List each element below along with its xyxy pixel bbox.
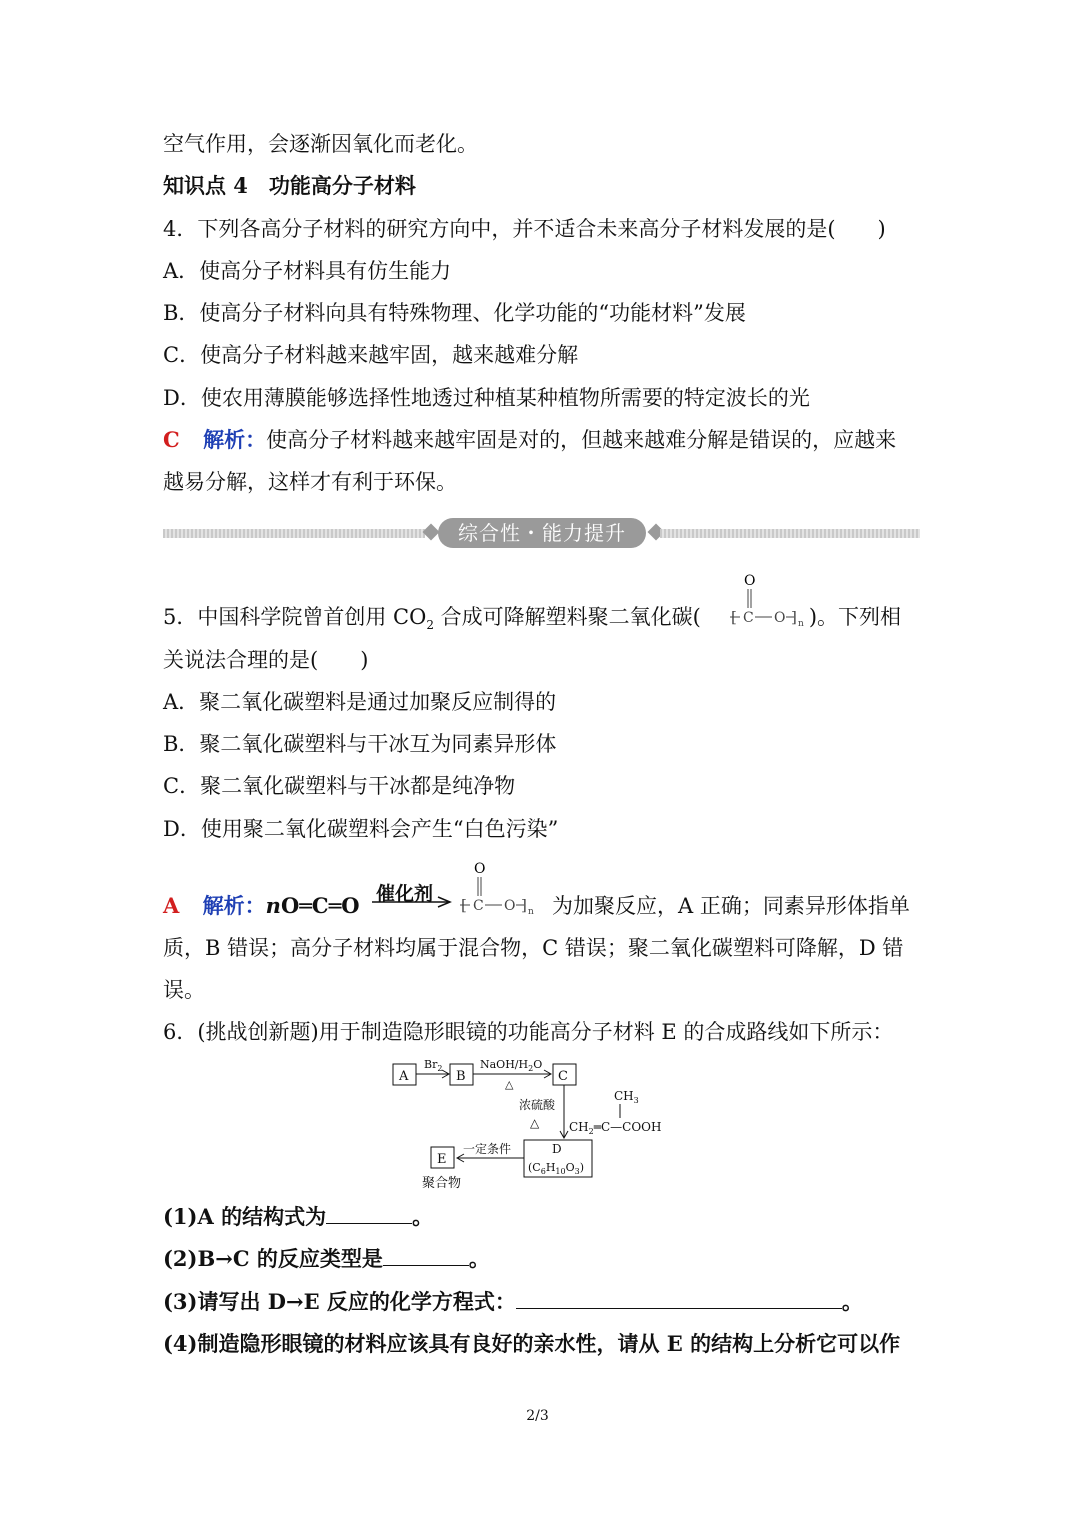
question-5-line2: 关说法合理的是( ) (163, 648, 369, 672)
carbon: C (473, 898, 484, 914)
carbonyl-o: O (474, 861, 486, 877)
repeat-n: n (528, 907, 534, 917)
option-4c: C．使高分子材料越来越牢固，越来越难分解 (163, 343, 579, 367)
chain-o: O (774, 610, 786, 626)
heat-symbol: △ (505, 1078, 514, 1091)
sub3-text: (3)请写出 D→E 反应的化学方程式： (163, 1289, 516, 1314)
page-number: 2/3 (526, 1408, 549, 1424)
answer-4 (163, 426, 896, 454)
text-line: 空气作用，会逐渐因氧化而老化。 (163, 132, 478, 156)
box-b: B (456, 1069, 466, 1084)
carbon: C (743, 610, 754, 626)
svg-text:[: [ (461, 896, 467, 914)
option-5a: A．聚二氧化碳塑料是通过加聚反应制得的 (163, 690, 557, 714)
svg-text:(C6H10O3): $(C_6H_{10}O_3)$ (528, 1161, 585, 1176)
analysis-text-2: 越易分解，这样才有利于环保。 (163, 470, 457, 494)
banner-band-right (660, 529, 920, 538)
subquestion-1 (163, 1203, 433, 1231)
analysis-label: 解析： (202, 893, 266, 918)
coefficient-n: n (265, 893, 281, 918)
polymer-formula-1 (728, 570, 808, 630)
option-5b: B．聚二氧化碳塑料与干冰互为同素异形体 (163, 732, 557, 756)
svg-text:[: [ (731, 608, 737, 626)
answer-5 (163, 892, 360, 920)
sub1-end: 。 (412, 1204, 434, 1229)
co2-formula: O═C═O (280, 893, 360, 918)
analysis-text: 为加聚反应，A 正确；同素异形体指单 (552, 894, 910, 918)
subquestion-2 (163, 1245, 490, 1273)
answer-blank[interactable] (516, 1288, 842, 1309)
subquestion-3 (163, 1288, 863, 1316)
svg-text:CH3: $CH_3$ (614, 1089, 639, 1105)
acid-label: 浓硫酸 (519, 1098, 556, 1112)
q5-text-pre: 5．中国科学院曾首创用 CO (163, 605, 427, 629)
question-4: 4．下列各高分子材料的研究方向中，并不适合未来高分子材料发展的是( ) (163, 217, 886, 241)
analysis-label: 解析： (203, 427, 267, 452)
box-e: E (437, 1152, 447, 1167)
sub2-text: (2)B→C 的反应类型是 (163, 1246, 383, 1271)
svg-text:CH2═C—COOH: $CH_2═C—COOH$ (569, 1120, 662, 1136)
box-a: A (399, 1069, 409, 1084)
question-6: 6．(挑战创新题)用于制造隐形眼镜的功能高分子材料 E 的合成路线如下所示： (163, 1020, 894, 1044)
answer-blank[interactable] (383, 1245, 469, 1266)
analysis-text-3: 误。 (163, 978, 205, 1002)
svg-text:]: ] (521, 896, 527, 914)
q5-subscript: 2 (426, 618, 434, 633)
subquestion-4: (4)制造隐形眼镜的材料应该具有良好的亲水性，请从 E 的结构上分析它可以作 (163, 1331, 901, 1356)
sub2-end: 。 (468, 1246, 490, 1271)
answer-blank[interactable] (326, 1203, 412, 1224)
box-c: C (558, 1069, 568, 1084)
catalyst-label: 催化剂 (376, 883, 434, 905)
polymer-formula-2 (458, 858, 538, 918)
condition-label: 一定条件 (463, 1142, 512, 1156)
reaction-arrow (372, 895, 454, 909)
repeat-n: n (798, 619, 804, 629)
option-4b: B．使高分子材料向具有特殊物理、化学功能的“功能材料”发展 (163, 301, 746, 325)
option-5d: D．使用聚二氧化碳塑料会产生“白色污染” (163, 817, 559, 841)
section-banner (163, 518, 920, 548)
chain-o: O (504, 898, 516, 914)
answer-letter: A (163, 893, 180, 918)
banner-title: 综合性・能力提升 (438, 518, 646, 548)
svg-text:Br2: $Br_2$ (424, 1058, 443, 1073)
option-4d: D．使农用薄膜能够选择性地透过种植某种植物所需要的特定波长的光 (163, 386, 810, 410)
sub1-text: (1)A 的结构式为 (163, 1204, 327, 1229)
svg-text:NaOH/H2O: NaOH/$H_2O$ (480, 1058, 543, 1073)
analysis-text-2: 质，B 错误；高分子材料均属于混合物，C 错误；聚二氧化碳塑料可降解，D 错 (163, 936, 904, 960)
q5-text-mid: 合成可降解塑料聚二氧化碳( (433, 605, 701, 629)
synthesis-scheme (388, 1052, 693, 1197)
option-4a: A．使高分子材料具有仿生能力 (163, 259, 452, 283)
section-heading: 知识点 4 功能高分子材料 (163, 173, 416, 198)
diamond-icon (423, 524, 440, 541)
heat-symbol: △ (530, 1116, 540, 1130)
analysis-text: 使高分子材料越来越牢固是对的，但越来越难分解是错误的，应越来 (266, 428, 897, 452)
answer-letter: C (163, 427, 180, 452)
box-d: D (552, 1142, 562, 1156)
banner-band-left (163, 529, 425, 538)
sub3-end: 。 (841, 1289, 863, 1314)
polymer-label: 聚合物 (422, 1176, 462, 1191)
q5-text-post: )。下列相 (808, 605, 902, 629)
svg-text:]: ] (791, 608, 797, 626)
option-5c: C．聚二氧化碳塑料与干冰都是纯净物 (163, 774, 516, 798)
carbonyl-o: O (744, 573, 756, 589)
